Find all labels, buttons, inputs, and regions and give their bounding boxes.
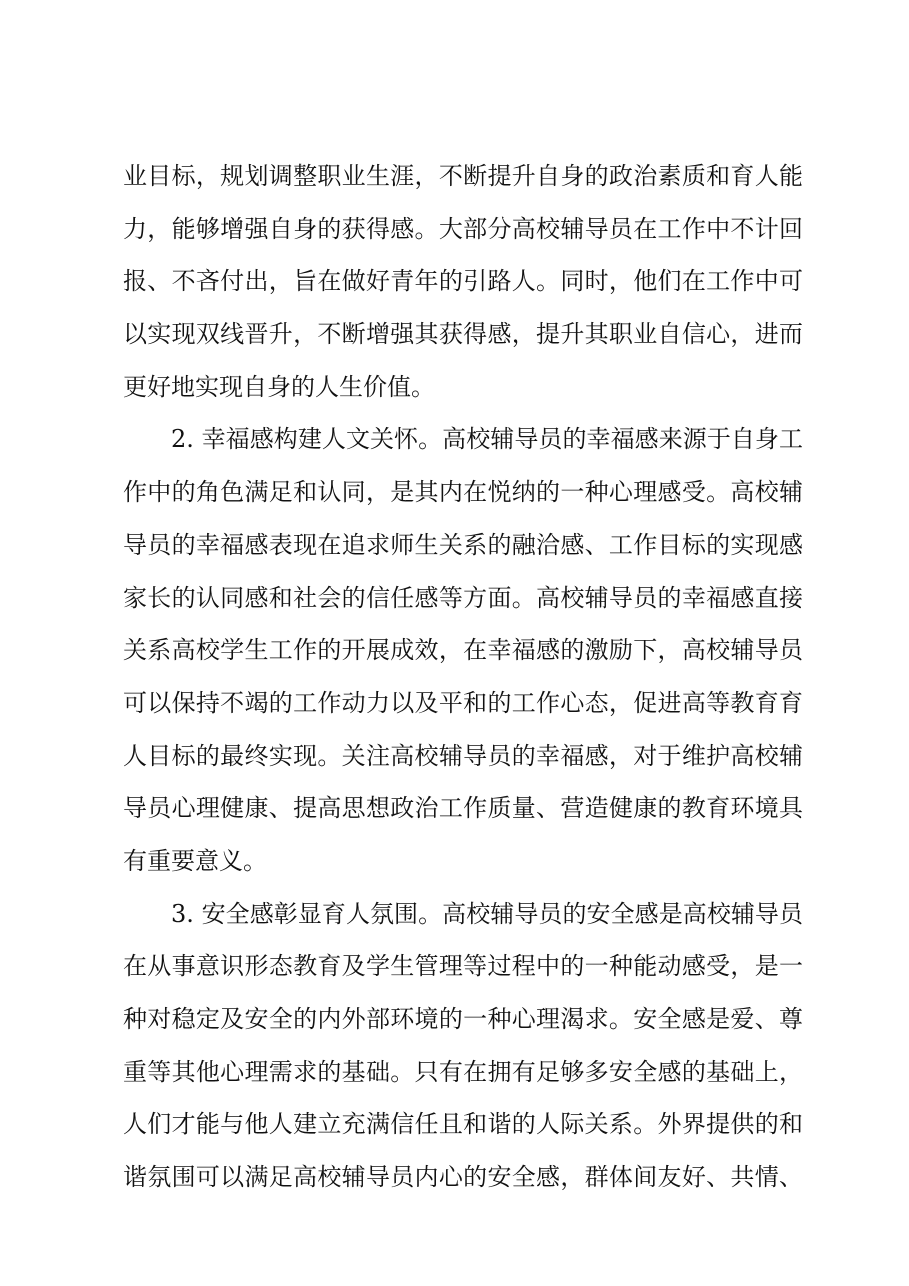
paragraph-3-heading-line: 3. 安全感彰显育人氛围。高校辅导员的安全感是高校辅导员 bbox=[171, 899, 803, 928]
text-line: 重等其他心理需求的基础。只有在拥有足够多安全感的基础上， bbox=[123, 1057, 803, 1086]
text-line: 谐氛围可以满足高校辅导员内心的安全感，群体间友好、共情、 bbox=[123, 1163, 803, 1192]
text-line: 人目标的最终实现。关注高校辅导员的幸福感，对于维护高校辅 bbox=[123, 741, 803, 770]
text-line: 可以保持不竭的工作动力以及平和的工作心态，促进高等教育育 bbox=[123, 688, 803, 717]
text-line: 种对稳定及安全的内外部环境的一种心理渴求。安全感是爱、尊 bbox=[123, 1005, 803, 1033]
text-line: 更好地实现自身的人生价值。 bbox=[123, 372, 435, 401]
text-line: 关系高校学生工作的开展成效，在幸福感的激励下，高校辅导员 bbox=[123, 636, 803, 665]
paragraph-2-heading-line: 2. 幸福感构建人文关怀。高校辅导员的幸福感来源于自身工 bbox=[171, 425, 803, 454]
text-line: 人们才能与他人建立充满信任且和谐的人际关系。外界提供的和 bbox=[123, 1110, 803, 1139]
body-text bbox=[123, 150, 803, 1204]
text-line: 报、不吝付出，旨在做好青年的引路人。同时，他们在工作中可 bbox=[123, 267, 803, 296]
text-line: 业目标，规划调整职业生涯，不断提升自身的政治素质和育人能 bbox=[123, 162, 803, 190]
text-line: 导员心理健康、提高思想政治工作质量、营造健康的教育环境具 bbox=[123, 794, 803, 823]
text-line: 家长的认同感和社会的信任感等方面。高校辅导员的幸福感直接 bbox=[123, 583, 803, 612]
text-line: 有重要意义。 bbox=[123, 846, 267, 875]
text-line: 以实现双线晋升，不断增强其获得感，提升其职业自信心，进而 bbox=[123, 320, 803, 349]
text-line: 在从事意识形态教育及学生管理等过程中的一种能动感受，是一 bbox=[123, 952, 803, 981]
text-line: 导员的幸福感表现在追求师生关系的融洽感、工作目标的实现感 bbox=[123, 530, 803, 559]
text-line: 作中的角色满足和认同，是其内在悦纳的一种心理感受。高校辅 bbox=[123, 478, 803, 507]
text-line: 力，能够增强自身的获得感。大部分高校辅导员在工作中不计回 bbox=[123, 214, 803, 243]
